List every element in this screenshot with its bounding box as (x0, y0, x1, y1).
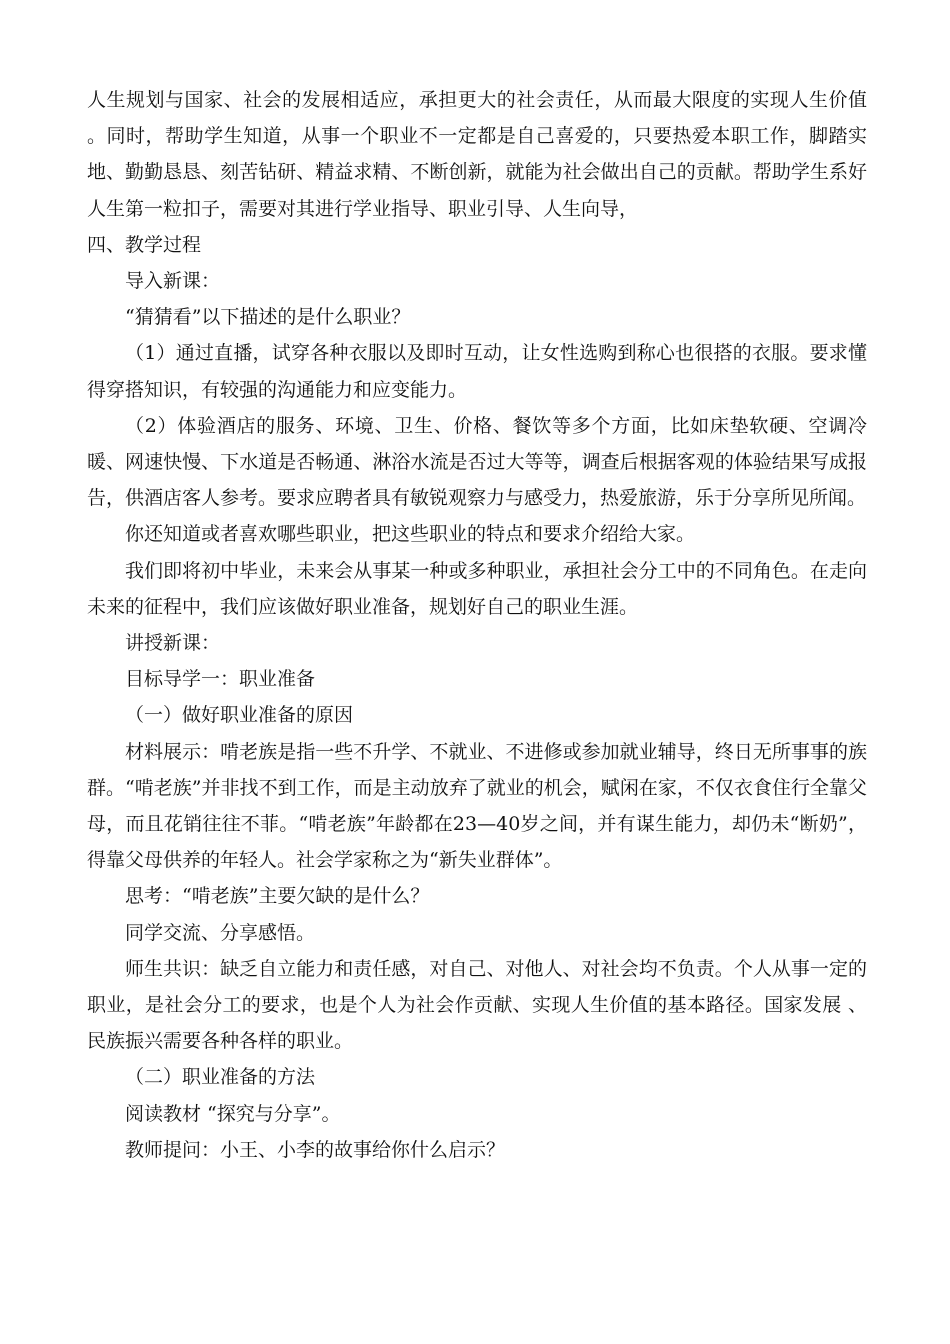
label-lesson-intro: 导入新课： (125, 270, 221, 293)
heading-teaching-process: 四、教学过程 (87, 233, 202, 256)
paragraph-think: 思考：“啃老族”主要欠缺的是什么？ (125, 885, 430, 908)
label-new-lesson: 讲授新课： (125, 632, 221, 655)
paragraph-material: 材料展示：啃老族是指一些不升学、不就业、不进修或参加就业辅导，终日无所事事的族群。“啃老族”并非找不到工作，而是主动放弃了就业的机会，赋闲在家，不仅衣食住行全靠父母，而且花销往往不菲。“啃老族”年龄都在23—40岁之间，并有谋生能力，却仍未“断奶”，得靠父母供养的年轻人。社会学家称之为“新失业群体”。 (87, 740, 867, 872)
paragraph-read-textbook: 阅读教材 “探究与分享”。 (125, 1102, 341, 1125)
paragraph-teacher-question: 教师提问：小王、小李的故事给你什么启示？ (125, 1138, 506, 1161)
paragraph-other-jobs: 你还知道或者喜欢哪些职业，把这些职业的特点和要求介绍给大家。 (125, 523, 696, 546)
document-body (87, 82, 867, 1168)
heading-reason: （一）做好职业准备的原因 (125, 704, 354, 727)
paragraph-example-1: （1）通过直播，试穿各种衣服以及即时互动，让女性选购到称心也很搭的衣服。要求懂得穿搭知识，有较强的沟通能力和应变能力。 (87, 342, 867, 401)
heading-method: （二）职业准备的方法 (125, 1066, 316, 1089)
paragraph-graduation: 我们即将初中毕业，未来会从事某一种或多种职业，承担社会分工中的不同角色。在走向未来的征程中，我们应该做好职业准备，规划好自己的职业生涯。 (87, 559, 867, 618)
heading-goal-one: 目标导学一：职业准备 (125, 668, 316, 691)
paragraph-guess-question: “猜猜看”以下描述的是什么职业？ (125, 306, 411, 329)
paragraph-exchange: 同学交流、分享感悟。 (125, 921, 316, 944)
paragraph-life-planning: 人生规划与国家、社会的发展相适应，承担更大的社会责任，从而最大限度的实现人生价值 。同时，帮助学生知道，从事一个职业不一定都是自己喜爱的，只要热爱本职工作，脚踏实地、勤勤恳恳、刻苦钻研、精益求精、不断创新，就能为社会做出自己的贡献。帮助学生系好人生第一粒扣子，需要对其进行学业指导、职业引导、人生向导， (87, 89, 867, 220)
paragraph-example-2: （2）体验酒店的服务、环境、卫生、价格、餐饮等多个方面，比如床垫软硬、空调冷暖、网速快慢、下水道是否畅通、淋浴水流是否过大等等，调查后根据客观的体验结果写成报告，供酒店客人参考。要求应聘者具有敏锐观察力与感受力，热爱旅游，乐于分享所见所闻。 (87, 414, 867, 510)
paragraph-consensus: 师生共识：缺乏自立能力和责任感，对自己、对他人、对社会均不负责。个人从事一定的职业，是社会分工的要求，也是个人为社会作贡献、实现人生价值的基本路径。国家发展 、民族振兴需要各种各样的职业。 (87, 957, 867, 1053)
